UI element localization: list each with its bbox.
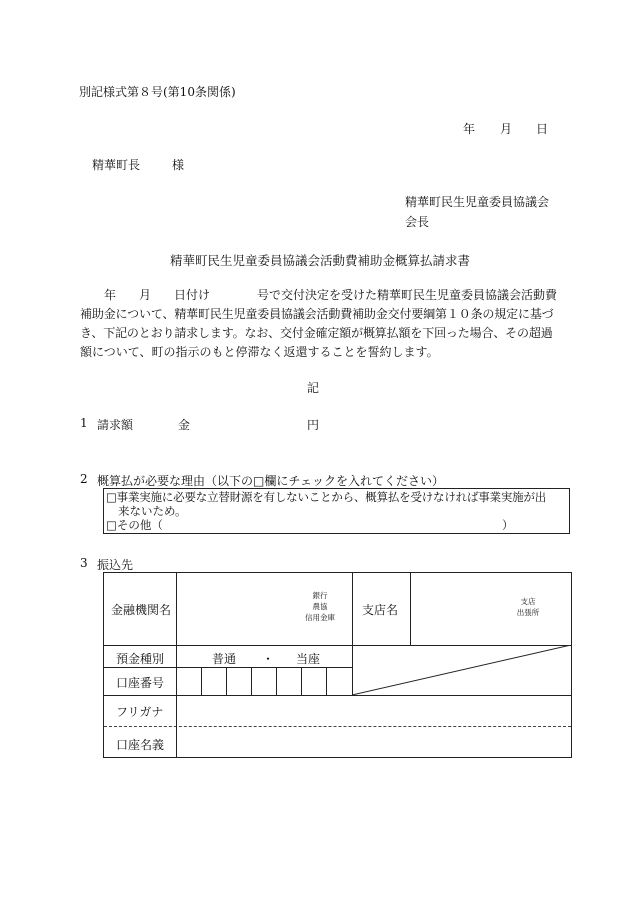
furigana-field[interactable] [177,696,571,726]
body-year: 年 [104,288,117,302]
deposit-option-ordinary[interactable]: 普通 [212,652,237,666]
date-month-label: 月 [500,122,513,136]
body-line4: 額について、町の指示のもと停滞なく返還することを誓約します。 [80,345,439,359]
account-number-label: 口座番号 [116,676,165,690]
addressee-name: 精華町長 [92,158,141,172]
section1-yen: 円 [307,418,320,432]
section1-number: 1 [80,416,88,430]
body-month: 月 [139,288,152,302]
section2-number: 2 [80,472,88,486]
body-line1-rest: 号で交付決定を受けた精華町民生児童委員協議会活動費 [257,288,558,302]
deposit-option-current[interactable]: 当座 [296,652,321,666]
account-number-field[interactable] [177,668,352,695]
deposit-type-label: 預金種別 [116,652,165,666]
section3-number: 3 [80,556,88,570]
body-line3: き、下記のとおり請求します。なお、交付金確定額が概算払額を下回った場合、その超過 [80,326,553,340]
bank-type-shinkin: 信用金庫 [305,613,335,622]
account-name-field[interactable] [177,727,571,757]
furigana-label: フリガナ [116,705,164,719]
bank-type-nokyo: 農協 [312,602,328,611]
account-name-label: 口座名義 [116,738,165,752]
body-line2: 補助金について、精華町民生児童委員協議会活動費補助金交付要綱第１０条の規定に基づ [80,307,554,321]
bank-name-label: 金融機関名 [111,603,172,617]
reason-option-1-continued: 来ないため。 [118,504,187,518]
section3-label: 振込先 [97,558,134,572]
section1-label: 請求額 [97,418,134,432]
branch-name-field[interactable] [411,573,571,645]
sender-role: 会長 [405,215,430,229]
deposit-option-separator: ・ [262,652,275,666]
reason-box [103,488,570,534]
branch-type-shiten: 支店 [520,597,536,606]
bank-type-ginko: 銀行 [312,591,328,600]
document-title: 精華町民生児童委員協議会活動費補助金概算払請求書 [170,253,471,268]
section2-label: 概算払が必要な理由（以下の□欄にチェックを入れてください） [97,474,444,488]
branch-name-label: 支店名 [362,603,399,617]
form-number: 別記様式第８号(第10条関係) [79,85,236,99]
ki-heading: 記 [307,381,320,395]
branch-type-shutchojo: 出張所 [516,608,540,617]
date-year-label: 年 [463,122,476,136]
reason-option-2[interactable]: □その他（ [106,518,163,532]
section1-kin: 金 [178,418,191,432]
diagonal-strike [352,645,571,695]
body-dated: 日付け [174,288,211,302]
addressee-honorific: 様 [172,158,185,172]
reason-option-1[interactable]: □事業実施に必要な立替財源を有しないことから、概算払を受けなければ事業実施が出 [106,490,547,504]
bank-table [103,572,572,758]
date-day-label: 日 [536,122,549,136]
sender-org: 精華町民生児童委員協議会 [405,195,550,209]
reason-option-2-close: ） [502,518,514,532]
